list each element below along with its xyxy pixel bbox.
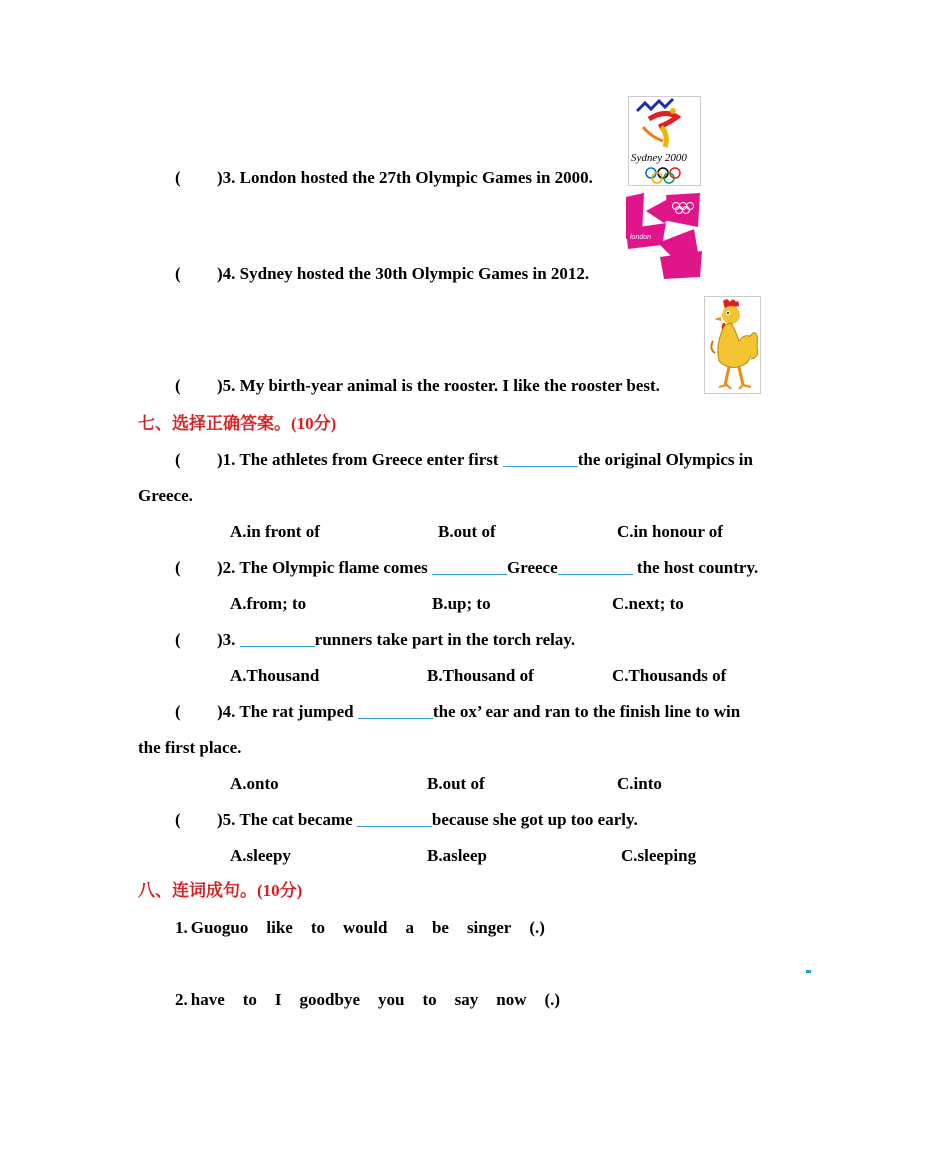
sydney-logo-text: Sydney 2000: [631, 152, 687, 164]
option-c: C.Thousands of: [612, 666, 727, 685]
answer-paren[interactable]: (: [175, 630, 181, 649]
fill-blank[interactable]: [357, 810, 432, 827]
option-c: C.next; to: [612, 594, 684, 613]
fill-blank[interactable]: [503, 450, 578, 467]
s7-question-3: ( )3. runners take part in the torch relay.: [175, 630, 576, 649]
answer-paren[interactable]: (: [175, 810, 181, 829]
s7-question-5: ( )5. The cat became because she got up too early.: [175, 810, 638, 829]
option-b: B.asleep: [427, 846, 487, 865]
tf-item-4: ( )4. Sydney hosted the 30th Olympic Games in 2012.: [175, 264, 590, 283]
fill-blank[interactable]: [240, 630, 315, 647]
london-logo-text: london: [630, 234, 652, 241]
option-b: B.out of: [427, 774, 485, 793]
marker-dot: [806, 970, 811, 973]
sydney-2000-logo: [628, 96, 701, 186]
option-a: A.sleepy: [230, 846, 291, 865]
answer-paren[interactable]: (: [175, 264, 181, 283]
rooster-picture: [704, 296, 761, 394]
london-2012-logo: [624, 193, 703, 279]
tf-item-5: ( )5. My birth-year animal is the rooster. I like the rooster best.: [175, 376, 660, 395]
fill-blank[interactable]: [358, 702, 433, 719]
s7-question-1-cont: Greece.: [138, 486, 193, 505]
section-8-heading: 八、连词成句。(10分): [138, 881, 303, 900]
option-b: B.out of: [438, 522, 496, 541]
s7-question-4: ( )4. The rat jumped the ox’ ear and ran to the finish line to win: [175, 702, 741, 721]
section-7-heading: 七、选择正确答案。(10分): [138, 414, 337, 433]
s7-question-1: ( )1. The athletes from Greece enter first the original Olympics in: [175, 450, 753, 469]
option-a: A.in front of: [230, 522, 320, 541]
answer-paren[interactable]: (: [175, 702, 181, 721]
option-a: A.from; to: [230, 594, 307, 613]
option-a: A.onto: [230, 774, 279, 793]
option-b: B.Thousand of: [427, 666, 534, 685]
option-a: A.Thousand: [230, 666, 320, 685]
fill-blank[interactable]: [558, 558, 633, 575]
answer-paren[interactable]: (: [175, 558, 181, 577]
fill-blank[interactable]: [432, 558, 507, 575]
option-c: C.into: [617, 774, 662, 793]
option-b: B.up; to: [432, 594, 491, 613]
answer-paren[interactable]: (: [175, 376, 181, 395]
answer-paren[interactable]: (: [175, 168, 181, 187]
option-c: C.sleeping: [621, 846, 697, 865]
s8-question-2: 2. have to I goodbye you to say now (.): [175, 990, 561, 1009]
s7-question-2: ( )2. The Olympic flame comes Greece the host country.: [175, 558, 759, 577]
s7-question-4-cont: the first place.: [138, 738, 242, 757]
option-c: C.in honour of: [617, 522, 723, 541]
tf-item-3: ( )3. London hosted the 27th Olympic Games in 2000.: [175, 168, 593, 187]
answer-paren[interactable]: (: [175, 450, 181, 469]
s8-question-1: 1. Guoguo like to would a be singer (.): [175, 918, 545, 937]
